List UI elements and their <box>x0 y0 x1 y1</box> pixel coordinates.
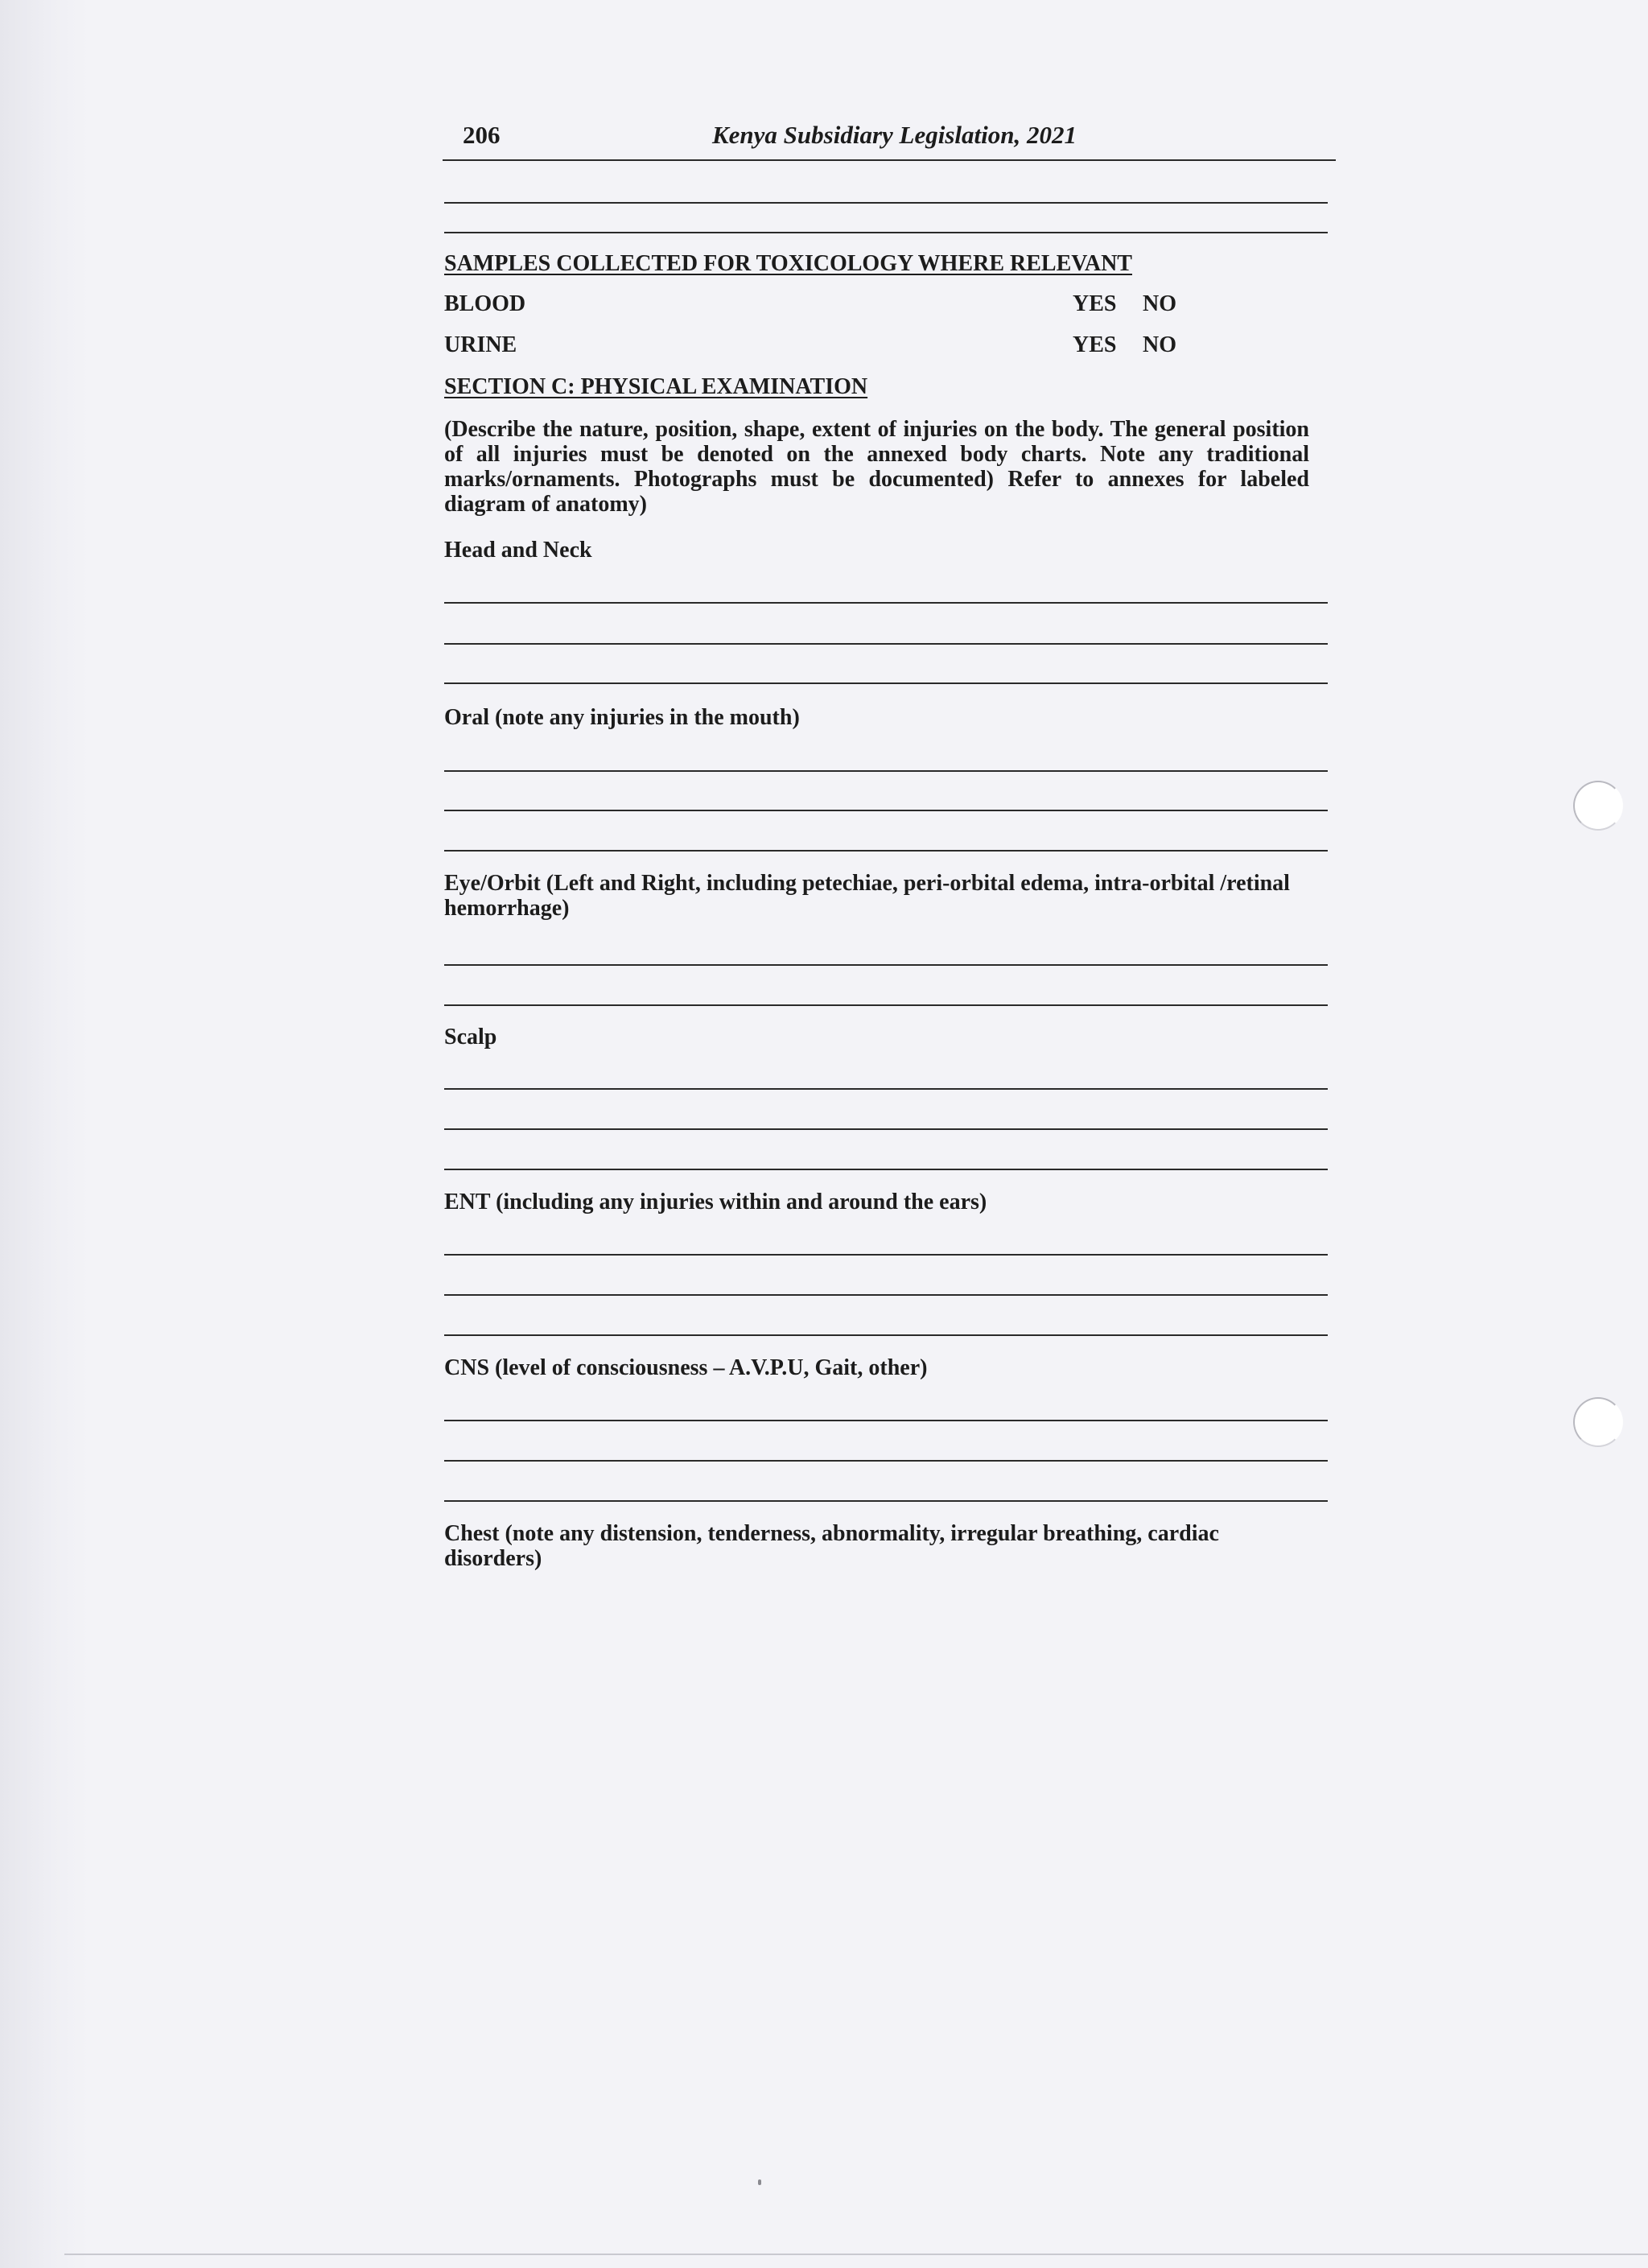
answer-line[interactable] <box>444 770 1328 772</box>
field-label-oral: Oral (note any injuries in the mouth) <box>444 705 800 730</box>
scan-shadow <box>0 0 89 2268</box>
answer-line[interactable] <box>444 1254 1328 1256</box>
urine-no-option[interactable]: NO <box>1143 332 1176 357</box>
punch-hole-top <box>1573 781 1623 831</box>
answer-line[interactable] <box>444 810 1328 811</box>
page-number: 206 <box>463 121 501 149</box>
answer-line[interactable] <box>444 1294 1328 1296</box>
answer-line[interactable] <box>444 643 1328 645</box>
answer-line[interactable] <box>444 232 1328 233</box>
scan-bottom-edge <box>64 2254 1648 2255</box>
field-label-eye-orbit: Eye/Orbit (Left and Right, including petechiae, peri-orbital edema, intra-orbital /retinal hemorrhage) <box>444 871 1290 921</box>
field-label-chest: Chest (note any distension, tenderness, abnormality, irregular breathing, cardiac disorders) <box>444 1521 1219 1571</box>
toxicology-heading: SAMPLES COLLECTED FOR TOXICOLOGY WHERE RELEVANT <box>444 251 1132 276</box>
blood-yes-option[interactable]: YES <box>1073 291 1117 316</box>
field-label-head-neck: Head and Neck <box>444 538 592 563</box>
answer-line[interactable] <box>444 1420 1328 1421</box>
answer-line[interactable] <box>444 682 1328 684</box>
answer-line[interactable] <box>444 1004 1328 1006</box>
field-label-cns: CNS (level of consciousness – A.V.P.U, Gait, other) <box>444 1355 928 1380</box>
answer-line[interactable] <box>444 1500 1328 1502</box>
toxicology-label-blood: BLOOD <box>444 291 526 316</box>
running-title: Kenya Subsidiary Legislation, 2021 <box>712 121 1077 149</box>
answer-line[interactable] <box>444 1460 1328 1462</box>
answer-line[interactable] <box>444 602 1328 604</box>
blood-no-option[interactable]: NO <box>1143 291 1176 316</box>
answer-line[interactable] <box>444 202 1328 204</box>
urine-yes-option[interactable]: YES <box>1073 332 1117 357</box>
answer-line[interactable] <box>444 1088 1328 1090</box>
page-header <box>443 113 1336 161</box>
toxicology-label-urine: URINE <box>444 332 517 357</box>
section-c-heading: SECTION C: PHYSICAL EXAMINATION <box>444 374 868 399</box>
answer-line[interactable] <box>444 1128 1328 1130</box>
answer-line[interactable] <box>444 964 1328 966</box>
field-label-ent: ENT (including any injuries within and around the ears) <box>444 1190 987 1214</box>
section-c-instructions: (Describe the nature, position, shape, extent of injuries on the body. The general position of all injuries must be denoted on the annexed body charts. Note any traditional marks/ornaments. Photographs must be documented) Refer to annexes for labeled diagram of anatomy) <box>444 417 1309 517</box>
punch-hole-bottom <box>1573 1397 1623 1447</box>
field-label-scalp: Scalp <box>444 1025 497 1049</box>
scan-speck <box>758 2179 761 2185</box>
answer-line[interactable] <box>444 850 1328 852</box>
answer-line[interactable] <box>444 1169 1328 1170</box>
answer-line[interactable] <box>444 1334 1328 1336</box>
